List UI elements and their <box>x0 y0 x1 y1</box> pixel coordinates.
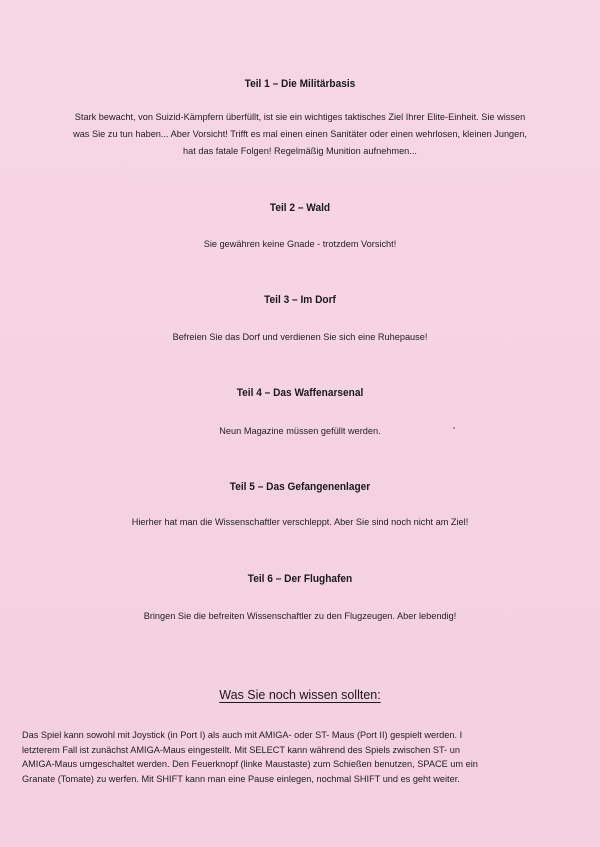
notes-paragraph <box>22 728 582 786</box>
section-2-line-1: Sie gewähren keine Gnade - trotzdem Vorsicht! <box>203 239 397 249</box>
section-6-title: Teil 6 – Der Flughafen <box>247 573 353 585</box>
section-1-line-1: Stark bewacht, von Suizid-Kämpfern überfüllt, ist sie ein wichtiges taktisches Ziel Ihrer Elite-Einheit. Sie wissen <box>74 112 526 122</box>
section-4-line-1: Neun Magazine müssen gefüllt werden. <box>219 426 381 436</box>
section-1-line-2: was Sie zu tun haben... Aber Vorsicht! Trifft es mal einen einen Sanitäter oder einen wehrlosen, kleinen Jungen, <box>73 129 527 139</box>
notes-line-4: Granate (Tomate) zu werfen. Mit SHIFT kann man eine Pause einlegen, nochmal SHIFT und es geht weiter. <box>22 773 460 784</box>
notes-line-2: letzterem Fall ist zunächst AMIGA-Maus eingestellt. Mit SELECT kann während des Spiels zwischen ST- un <box>22 744 460 755</box>
show-through-texture: ​ <box>354 160 356 198</box>
section-1-title: Teil 1 – Die Militärbasis <box>244 78 356 90</box>
notes-line-1: Das Spiel kann sowohl mit Joystick (in Port I) als auch mit AMIGA- oder ST- Maus (Port II) gespielt werden. I <box>22 730 463 740</box>
section-3-title: Teil 3 – Im Dorf <box>264 294 336 306</box>
section-1-line-3: hat das fatale Folgen! Regelmäßig Munition aufnehmen... <box>183 146 417 156</box>
notes-line-3: AMIGA-Maus umgeschaltet werden. Den Feuerknopf (linke Maustaste) zum Schießen benutzen, SPACE um ein <box>22 759 478 769</box>
section-3-line-1: Befreien Sie das Dorf und verdienen Sie sich eine Ruhepause! <box>172 332 428 342</box>
paper-speck <box>453 427 455 429</box>
section-2-title: Teil 2 – Wald <box>269 202 331 214</box>
notes-heading: Was Sie noch wissen sollten: <box>219 688 381 702</box>
section-4-title: Teil 4 – Das Waffenarsenal <box>236 387 364 399</box>
section-5-line-1: Hierher hat man die Wissenschaftler verschleppt. Aber Sie sind noch nicht am Ziel! <box>131 517 469 527</box>
section-6-line-1: Bringen Sie die befreiten Wissenschaftler zu den Flugzeugen. Aber lebendig! <box>143 611 457 621</box>
section-5-title: Teil 5 – Das Gefangenenlager <box>229 481 371 493</box>
